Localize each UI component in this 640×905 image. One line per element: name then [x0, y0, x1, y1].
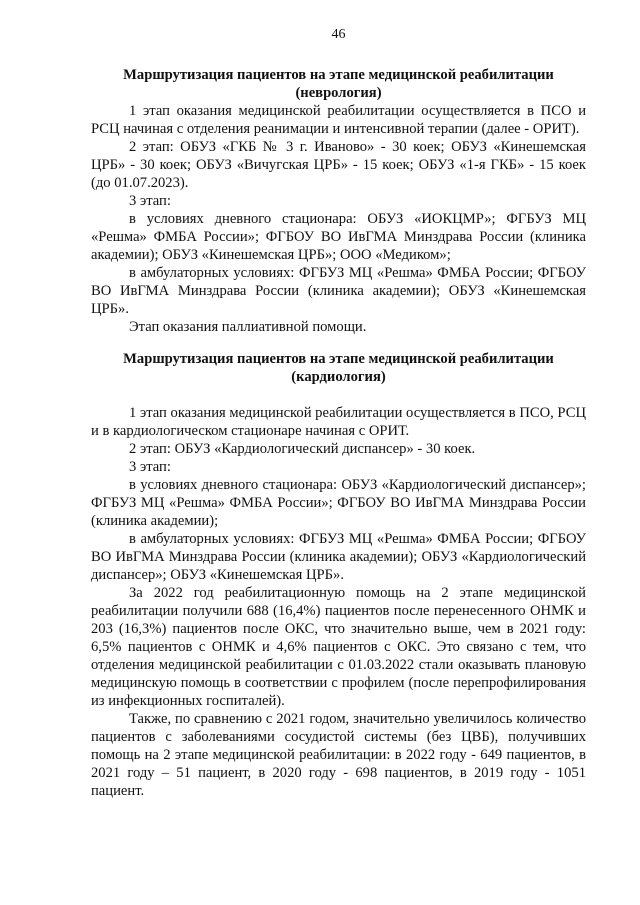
- paragraph: 3 этап:: [129, 459, 171, 475]
- section-cardiology: [91, 350, 586, 800]
- section-title-line1: Маршрутизация пациентов на этапе медицинской реабилитации: [123, 351, 554, 367]
- paragraph: 1 этап оказания медицинской реабилитации осуществляется в ПСО, РСЦ и в кардиологическом стационаре начиная с ОРИТ.: [91, 405, 586, 439]
- section-title-line2: (кардиология): [291, 369, 386, 385]
- paragraph: в амбулаторных условиях: ФГБУЗ МЦ «Решма» ФМБА России; ФГБОУ ВО ИвГМА Минздрава России (клиника академии); ОБУЗ «Кинешемская ЦРБ».: [91, 265, 586, 317]
- paragraph: в условиях дневного стационара: ОБУЗ «Кардиологический диспансер»; ФГБУЗ МЦ «Решма» ФМБА России»; ФГБОУ ВО ИвГМА Минздрава России (клиника академии);: [91, 477, 586, 529]
- paragraph: в условиях дневного стационара: ОБУЗ «ИОКЦМР»; ФГБУЗ МЦ «Решма» ФМБА России»; ФГБОУ ВО ИвГМА Минздрава России (клиника академии); ОБУЗ «Кинешемская ЦРБ»; ООО «Медиком»;: [91, 211, 586, 263]
- section-title-line2: (неврология): [295, 85, 382, 101]
- page-number: 46: [331, 27, 346, 42]
- section-neurology: [91, 66, 586, 336]
- paragraph: в амбулаторных условиях: ФГБУЗ МЦ «Решма» ФМБА России; ФГБОУ ВО ИвГМА Минздрава России (клиника академии); ОБУЗ «Кардиологический диспансер»; ОБУЗ «Кинешемская ЦРБ».: [91, 531, 586, 583]
- paragraph: За 2022 год реабилитационную помощь на 2 этапе медицинской реабилитации получили 688 (16,4%) пациентов после перенесенного ОНМК и 203 (16,3%) пациентов после ОКС, что значительно выше, чем в 2021 году: 6,5% пациентов с ОНМК и 4,6% пациентов с ОКС. Это связано с тем, что отделения медицинской реабилитации с 01.03.2022 стали оказывать плановую медицинскую помощь в соответствии с профилем (после перепрофилирования из инфекционных госпиталей).: [91, 585, 586, 709]
- section-title-cardiology: [91, 350, 586, 386]
- section-title-line1: Маршрутизация пациентов на этапе медицинской реабилитации: [123, 67, 554, 83]
- section-title-neurology: [91, 66, 586, 102]
- paragraph: 2 этап: ОБУЗ «Кардиологический диспансер» - 30 коек.: [129, 441, 476, 457]
- paragraph: 2 этап: ОБУЗ «ГКБ № 3 г. Иваново» - 30 коек; ОБУЗ «Кинешемская ЦРБ» - 30 коек; ОБУЗ «Вичугская ЦРБ» - 15 коек; ОБУЗ «1-я ГКБ» - 15 коек (до 01.07.2023).: [91, 139, 586, 191]
- paragraph: Также, по сравнению с 2021 годом, значительно увеличилось количество пациентов с заболеваниями сосудистой системы (без ЦВБ), получивших помощь на 2 этапе медицинской реабилитации: в 2022 году - 649 пациентов, в 2021 году – 51 пациент, в 2020 году - 698 пациентов, в 2019 году - 1051 пациент.: [91, 711, 586, 799]
- paragraph: 1 этап оказания медицинской реабилитации осуществляется в ПСО и РСЦ начиная с отделения реанимации и интенсивной терапии (далее - ОРИТ).: [91, 103, 586, 137]
- paragraph: 3 этап:: [129, 193, 171, 209]
- paragraph: Этап оказания паллиативной помощи.: [129, 319, 367, 335]
